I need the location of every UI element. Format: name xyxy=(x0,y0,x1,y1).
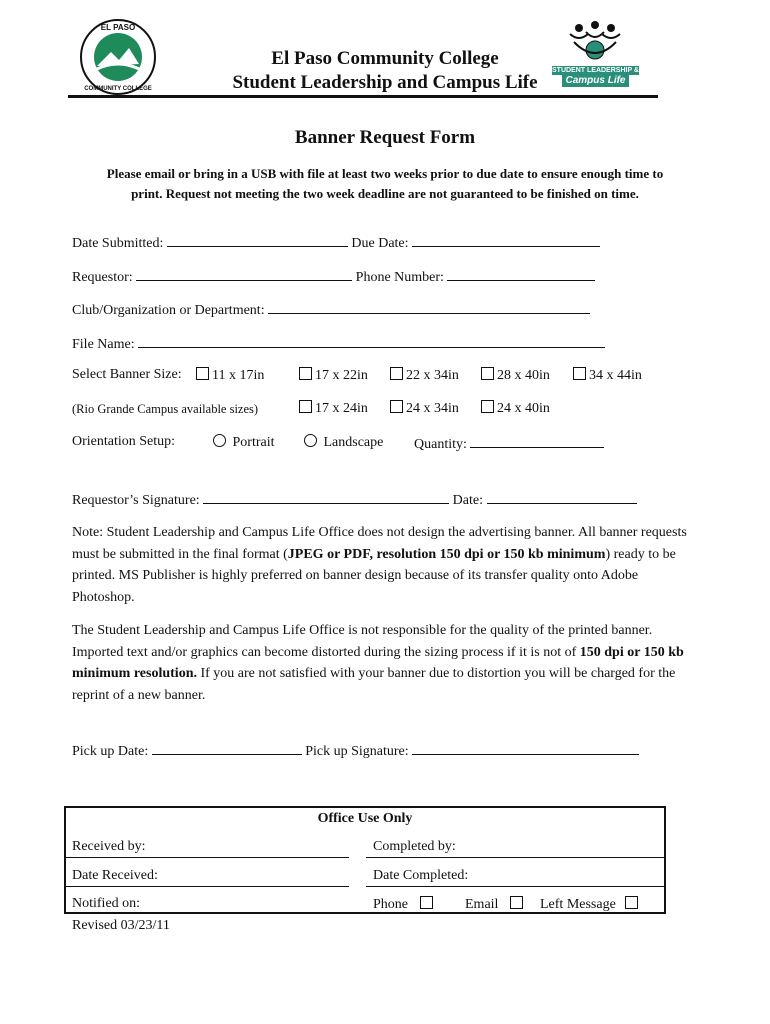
received-by-field[interactable] xyxy=(66,857,349,858)
college-name: El Paso Community College xyxy=(271,48,499,69)
date-completed-label: Date Completed: xyxy=(373,868,469,883)
office-use-title: Office Use Only xyxy=(317,811,413,826)
size-option-17x24[interactable] xyxy=(299,400,368,417)
rio-grande-label: (Rio Grande Campus available sizes) xyxy=(72,402,259,416)
file-name-row xyxy=(72,334,605,353)
received-by-label: Received by: xyxy=(72,839,146,854)
campus-life-logo-line2: Campus Life xyxy=(562,75,629,87)
note-paragraph xyxy=(72,522,697,608)
size-option-label: 17 x 24in xyxy=(315,401,368,416)
orientation-option-label: Landscape xyxy=(323,435,384,450)
club-row xyxy=(72,300,590,319)
note-text: Note: Student Leadership and Campus Life Office does not design the advertising banner. All banner requests must be submitted in the final format ( xyxy=(72,525,687,562)
form-title: Banner Request Form xyxy=(294,127,476,148)
size-option-label: 34 x 44in xyxy=(589,368,642,383)
radio-icon[interactable] xyxy=(304,434,317,447)
requestor-label: Requestor: xyxy=(72,270,133,285)
signature-label: Requestor’s Signature: xyxy=(72,493,200,508)
checkbox-icon[interactable] xyxy=(573,367,586,380)
file-name-label: File Name: xyxy=(72,337,135,352)
size-option-label: 22 x 34in xyxy=(406,368,459,383)
orientation-label: Orientation Setup: xyxy=(72,434,176,449)
instructions-line-1: Please email or bring in a USB with file at least two weeks prior to due date to ensure enough time to xyxy=(106,166,664,181)
responsibility-text: The Student Leadership and Campus Life Office is not responsible for the quality of the printed banner. Imported text and/or graphics can become distorted during the sizing process if it is not of xyxy=(72,623,653,660)
campus-life-logo xyxy=(548,20,643,90)
epcc-logo xyxy=(79,18,157,96)
pickup-date-field[interactable] xyxy=(152,741,302,755)
completed-by-field[interactable] xyxy=(366,857,664,858)
file-name-field[interactable] xyxy=(138,334,605,348)
requestor-row xyxy=(72,267,595,286)
checkbox-icon[interactable] xyxy=(196,367,209,380)
due-date-label: Due Date: xyxy=(351,236,409,251)
size-option-24x34[interactable] xyxy=(390,400,459,417)
club-label: Club/Organization or Department: xyxy=(72,303,265,318)
size-option-34x44[interactable] xyxy=(573,367,642,384)
notify-email-option[interactable] xyxy=(465,896,526,913)
orientation-option-label: Portrait xyxy=(232,435,275,450)
quantity-label: Quantity: xyxy=(414,437,467,452)
requestor-field[interactable] xyxy=(136,267,352,281)
signature-field[interactable] xyxy=(203,490,449,504)
checkbox-icon[interactable] xyxy=(625,896,638,909)
svg-text:COMMUNITY COLLEGE: COMMUNITY COLLEGE xyxy=(84,86,152,92)
notified-on-label: Notified on: xyxy=(72,896,141,911)
due-date-field[interactable] xyxy=(412,233,600,247)
pickup-signature-field[interactable] xyxy=(412,741,639,755)
checkbox-icon[interactable] xyxy=(481,367,494,380)
checkbox-icon[interactable] xyxy=(510,896,523,909)
size-option-label: 17 x 22in xyxy=(315,368,368,383)
quantity-row xyxy=(414,434,604,453)
radio-icon[interactable] xyxy=(213,434,226,447)
size-option-label: 24 x 34in xyxy=(406,401,459,416)
revised-date: Revised 03/23/11 xyxy=(72,918,170,933)
instructions-line-2: print. Request not meeting the two week deadline are not guaranteed to be finished on time. xyxy=(131,186,639,201)
phone-number-field[interactable] xyxy=(447,267,595,281)
date-submitted-label: Date Submitted: xyxy=(72,236,164,251)
responsibility-paragraph xyxy=(72,620,697,706)
signature-row xyxy=(72,490,637,509)
department-name: Student Leadership and Campus Life xyxy=(232,72,538,93)
checkbox-icon[interactable] xyxy=(299,400,312,413)
orientation-landscape[interactable] xyxy=(304,434,383,451)
responsibility-text-end: If you are not satisfied with your banner due to distortion you will be charged for the reprint of a new banner. xyxy=(72,666,676,703)
date-submitted-field[interactable] xyxy=(167,233,348,247)
pickup-date-label: Pick up Date: xyxy=(72,744,149,759)
notify-left-message-option[interactable] xyxy=(540,896,641,913)
size-option-11x17[interactable] xyxy=(196,367,264,384)
signature-date-field[interactable] xyxy=(487,490,637,504)
quantity-field[interactable] xyxy=(470,434,604,448)
size-option-label: 28 x 40in xyxy=(497,368,550,383)
date-received-label: Date Received: xyxy=(72,868,158,883)
size-option-label: 11 x 17in xyxy=(212,368,265,383)
completed-by-label: Completed by: xyxy=(373,839,456,854)
date-completed-field[interactable] xyxy=(366,886,664,887)
pickup-row xyxy=(72,741,639,760)
notify-option-label: Phone xyxy=(373,897,408,912)
checkbox-icon[interactable] xyxy=(390,400,403,413)
checkbox-icon[interactable] xyxy=(481,400,494,413)
signature-date-label: Date: xyxy=(452,493,483,508)
orientation-portrait[interactable] xyxy=(213,434,275,451)
responsibility-bold-text: 150 dpi or 150 kb minimum resolution. xyxy=(72,644,684,681)
note-text-end: ) ready to be printed. MS Publisher is highly preferred on banner design because of its transfer quality onto Adobe Photoshop. xyxy=(72,546,676,605)
checkbox-icon[interactable] xyxy=(299,367,312,380)
date-received-field[interactable] xyxy=(66,886,349,887)
date-submitted-row xyxy=(72,233,600,252)
checkbox-icon[interactable] xyxy=(420,896,433,909)
size-option-label: 24 x 40in xyxy=(497,401,550,416)
banner-size-label: Select Banner Size: xyxy=(72,367,182,382)
size-option-22x34[interactable] xyxy=(390,367,459,384)
size-option-28x40[interactable] xyxy=(481,367,550,384)
pickup-signature-label: Pick up Signature: xyxy=(305,744,409,759)
checkbox-icon[interactable] xyxy=(390,367,403,380)
size-option-17x22[interactable] xyxy=(299,367,368,384)
note-bold-text: JPEG or PDF, resolution 150 dpi or 150 kb minimum xyxy=(287,546,606,562)
phone-number-label: Phone Number: xyxy=(355,270,444,285)
header-rule xyxy=(68,95,658,98)
notify-option-label: Left Message xyxy=(540,897,616,912)
club-field[interactable] xyxy=(268,300,590,314)
svg-text:EL PASO: EL PASO xyxy=(100,23,136,32)
size-option-24x40[interactable] xyxy=(481,400,550,417)
notify-phone-option[interactable] xyxy=(373,896,436,913)
campus-life-logo-line1: STUDENT LEADERSHIP & xyxy=(552,67,639,74)
notify-option-label: Email xyxy=(465,897,499,912)
